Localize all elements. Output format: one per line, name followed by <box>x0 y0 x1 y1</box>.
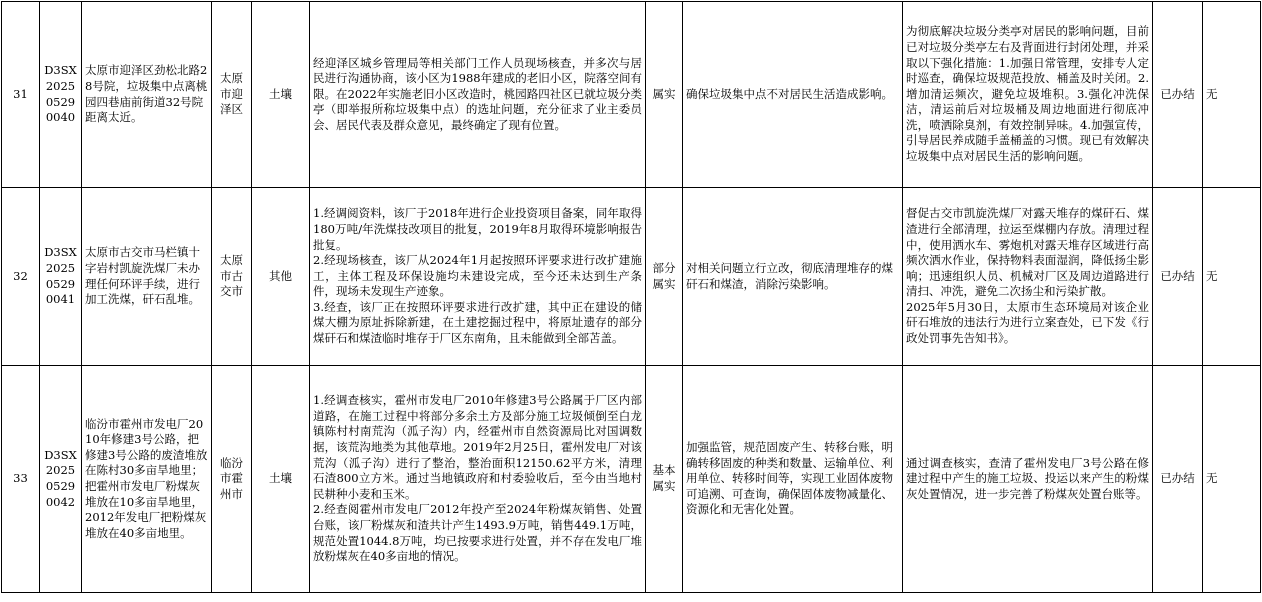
rectification-goal: 对相关问题立行立改，彻底清理堆存的煤矸石和煤渣，消除污染影响。 <box>683 188 903 366</box>
case-table <box>1 1 1261 593</box>
table-row <box>2 2 1261 188</box>
rectification-goal: 确保垃圾集中点不对居民生活造成影响。 <box>683 2 903 188</box>
accountability: 无 <box>1203 188 1261 366</box>
table-row <box>2 188 1261 366</box>
case-code: D3SX202505290040 <box>40 2 82 188</box>
accountability: 无 <box>1203 2 1261 188</box>
verdict: 基本属实 <box>646 366 683 593</box>
location: 太原市迎泽区 <box>212 2 252 188</box>
rectification-measures: 通过调查核实，查清了霍州发电厂3号公路在修建过程中产生的施工垃圾、投运以来产生的粉煤灰处置情况，进一步完善了粉煤灰处置台账等。 <box>903 366 1153 593</box>
row-seq: 32 <box>2 188 40 366</box>
case-code: D3SX202505290041 <box>40 188 82 366</box>
verdict: 属实 <box>646 2 683 188</box>
complaint-content: 太原市迎泽区劲松北路28号院，垃圾集中点离桃园四巷庙前街道32号院距离太近。 <box>82 2 212 188</box>
complaint-content: 太原市古交市马栏镇十字岩村凯旋洗煤厂未办理任何环评手续，进行加工洗煤，矸石乱堆。 <box>82 188 212 366</box>
row-seq: 33 <box>2 366 40 593</box>
pollution-type: 土壤 <box>252 2 310 188</box>
rectification-measures: 督促古交市凯旋洗煤厂对露天堆存的煤矸石、煤渣进行全部清理，拉运至煤棚内存放。清理过程中，使用洒水车、雾炮机对露天堆存区域进行高频次洒水作业，保持物料表面湿润，降低扬尘影响；迅速组织人员、机械对厂区及周边道路进行清扫、冲洗，避免二次扬尘和污染扩散。 2025年5月30日，太原市生态环境局对该企业矸石堆放的违法行为进行立案查处，已下发《行政处罚事先告知书》。 <box>903 188 1153 366</box>
investigation-result: 经迎泽区城乡管理局等相关部门工作人员现场核查，并多次与居民进行沟通协商，该小区为1988年建成的老旧小区，院落空间有限。在2022年实施老旧小区改造时，桃园路四社区已就垃圾分类亭（即举报所称垃圾集中点）的选址问题，充分征求了业主委员会、居民代表及群众意见，最终确定了现有位置。 <box>310 2 646 188</box>
investigation-result: 1.经调查核实，霍州市发电厂2010年修建3号公路属于厂区内部道路，在施工过程中将部分多余土方及部分施工垃圾倾倒至白龙镇陈村村南荒沟（泒子沟）内，经霍州市自然资源局比对国调数据，该荒沟地类为其他草地。2019年2月25日，霍州发电厂对该荒沟（泒子沟）进行了整治，整治面积12150.62平方米，清理石渣800立方米。通过当地镇政府和村委验收后，至今由当地村民耕种小麦和玉米。 2.经查阅霍州市发电厂2012年投产至2024年粉煤灰销售、处置台账，该厂粉煤灰和渣共计产生1493.9万吨，销售449.1万吨，规范处置1044.8万吨，均已按要求进行处置，并不存在发电厂堆放粉煤灰在40多亩地的情况。 <box>310 366 646 593</box>
location: 太原市古交市 <box>212 188 252 366</box>
verdict: 部分属实 <box>646 188 683 366</box>
complaint-content: 临汾市霍州市发电厂2010年修建3号公路，把修建3号公路的废渣堆放在陈村30多亩旱地里；把霍州市发电厂粉煤灰堆放在10多亩旱地里，2012年发电厂把粉煤灰堆放在40多亩地里。 <box>82 366 212 593</box>
case-status: 已办结 <box>1153 188 1203 366</box>
row-seq: 31 <box>2 2 40 188</box>
case-code: D3SX202505290042 <box>40 366 82 593</box>
location: 临汾市霍州市 <box>212 366 252 593</box>
rectification-measures: 为彻底解决垃圾分类亭对居民的影响问题，目前已对垃圾分类亭左右及背面进行封闭处理，并采取以下强化措施：1.加强日常管理，安排专人定时巡查，确保垃圾规范投放、桶盖及时关闭。2.增加清运频次，避免垃圾堆积。3.强化冲洗保洁，清运前后对垃圾桶及周边地面进行彻底冲洗，喷洒除臭剂，有效控制异味。4.加强宣传，引导居民养成随手盖桶盖的习惯。现已有效解决垃圾集中点对居民生活的影响问题。 <box>903 2 1153 188</box>
accountability: 无 <box>1203 366 1261 593</box>
investigation-result: 1.经调阅资料，该厂于2018年进行企业投资项目备案，同年取得180万吨/年洗煤技改项目的批复，2019年8月取得环境影响报告批复。 2.经现场核查，该厂从2024年1月起按照环评要求进行改扩建施工，主体工程及环保设施均未建设完成，至今还未达到生产条件，现场未发现生产迹象。 3.经查，该厂正在按照环评要求进行改扩建，其中正在建设的储煤大棚为原址拆除新建，在土建挖掘过程中，将原址遗存的部分煤矸石和煤渣临时堆存于厂区东南角，且未能做到全部苫盖。 <box>310 188 646 366</box>
rectification-goal: 加强监管，规范固废产生、转移台账，明确转移固废的种类和数量、运输单位、利用单位、转移时间等，实现工业固体废物可追溯、可查询，确保固体废物减量化、资源化和无害化处置。 <box>683 366 903 593</box>
pollution-type: 其他 <box>252 188 310 366</box>
pollution-type: 土壤 <box>252 366 310 593</box>
case-status: 已办结 <box>1153 366 1203 593</box>
table-row <box>2 366 1261 593</box>
case-status: 已办结 <box>1153 2 1203 188</box>
